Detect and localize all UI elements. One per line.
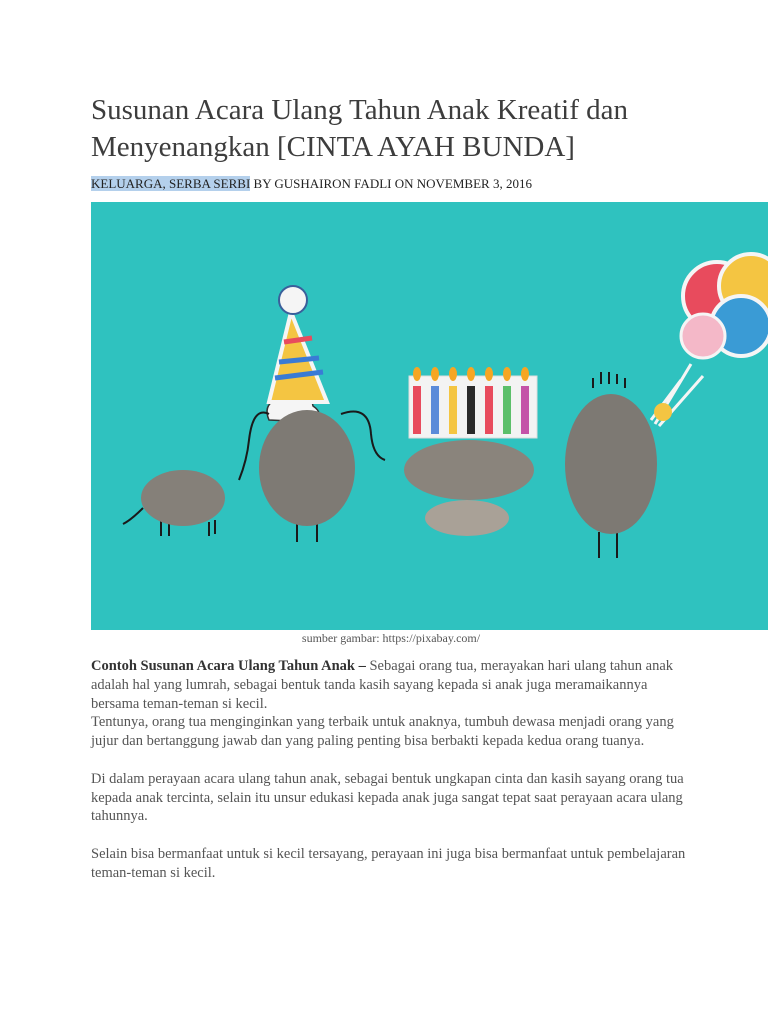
article-title: Susunan Acara Ulang Tahun Anak Kreatif dan Menyenangkan [CINTA AYAH BUNDA] <box>91 94 629 163</box>
birthday-pebble-illustration <box>91 202 768 630</box>
lead-continuation: Tentunya, orang tua menginginkan yang terbaik untuk anaknya, tumbuh dewasa menjadi orang yang jujur dan bertanggung jawab dan yang paling penting bisa berbakti kepada kedua orang tuanya. <box>91 714 674 750</box>
lead-bold: Contoh Susunan Acara Ulang Tahun Anak <box>91 658 355 674</box>
featured-image <box>91 202 768 630</box>
body-paragraph-2: Di dalam perayaan acara ulang tahun anak, sebagai bentuk ungkapan cinta dan kasih sayang orang tua kepada anak tercinta, selain itu unsur edukasi kepada anak juga sangat tepat saat perayaan acara ulang tahunnya. <box>91 770 684 825</box>
lead-paragraph <box>91 657 691 751</box>
category-links[interactable]: KELUARGA, SERBA SERBI <box>91 176 251 191</box>
article-body <box>91 657 691 901</box>
post-meta <box>91 175 532 192</box>
lead-text: Sebagai orang tua, merayakan hari ulang tahun anak adalah hal yang lumrah, sebagai bentuk tanda kasih sayang kepada si anak juga meramaikannya bersama teman-teman si kecil. <box>91 658 674 712</box>
byline: BY GUSHAIRON FADLI ON NOVEMBER 3, 2016 <box>250 176 532 191</box>
body-paragraph-3: Selain bisa bermanfaat untuk si kecil tersayang, perayaan ini juga bisa bermanfaat untuk pembelajaran teman-teman si kecil. <box>91 845 686 881</box>
image-caption: sumber gambar: https://pixabay.com/ <box>301 631 481 645</box>
lead-dash: – <box>354 658 370 674</box>
